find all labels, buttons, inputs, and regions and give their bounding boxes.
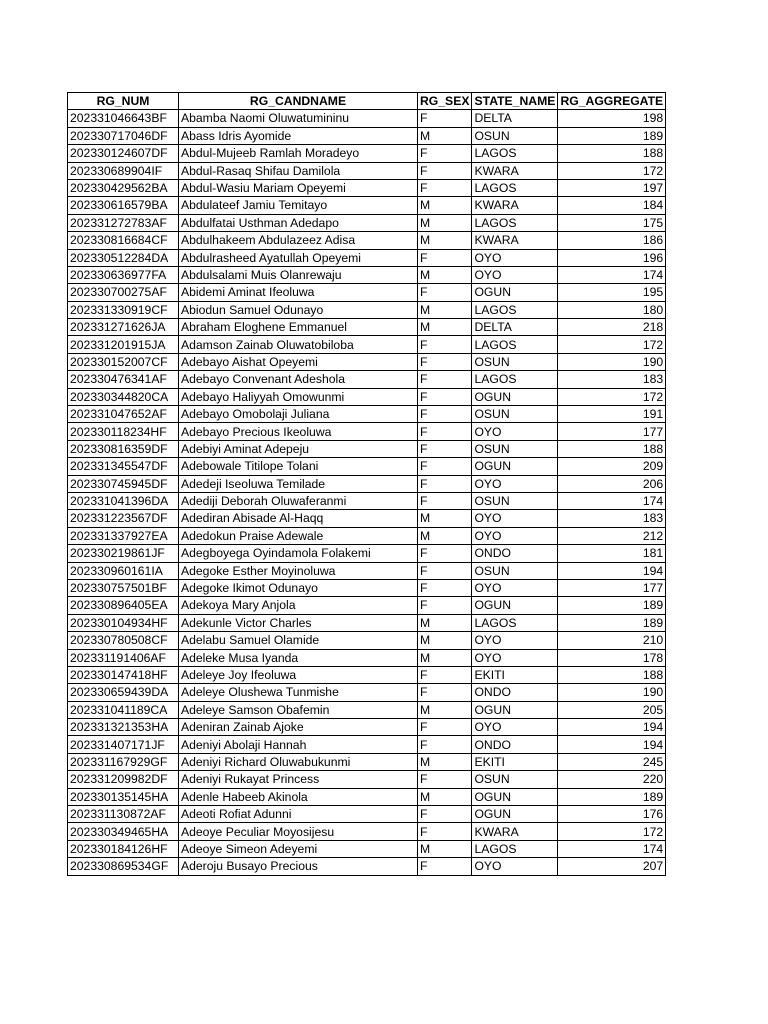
rg-num-cell: 202330135145HA: [68, 788, 179, 805]
state-name-cell: KWARA: [472, 162, 558, 179]
sex-cell: F: [418, 388, 472, 405]
aggregate-cell: 218: [558, 319, 666, 336]
table-row: [68, 701, 666, 718]
state-name-cell: LAGOS: [472, 614, 558, 631]
aggregate-cell: 172: [558, 162, 666, 179]
rg-num-cell: 202331407171JF: [68, 736, 179, 753]
state-name-cell: OGUN: [472, 458, 558, 475]
candidate-name-cell: Adegboyega Oyindamola Folakemi: [179, 545, 418, 562]
table-row: [68, 232, 666, 249]
table-row: [68, 284, 666, 301]
state-name-cell: LAGOS: [472, 145, 558, 162]
candidate-name-cell: Adekunle Victor Charles: [179, 614, 418, 631]
sex-cell: M: [418, 788, 472, 805]
table-row: [68, 458, 666, 475]
table-row: [68, 388, 666, 405]
table-row: [68, 753, 666, 770]
table-row: [68, 684, 666, 701]
state-name-cell: OGUN: [472, 284, 558, 301]
aggregate-cell: 172: [558, 823, 666, 840]
sex-cell: F: [418, 823, 472, 840]
sex-cell: F: [418, 162, 472, 179]
rg-num-cell: 202331201915JA: [68, 336, 179, 353]
table-row: [68, 214, 666, 231]
sex-cell: M: [418, 701, 472, 718]
state-name-cell: ONDO: [472, 736, 558, 753]
candidate-name-cell: Abraham Eloghene Emmanuel: [179, 319, 418, 336]
rg-num-cell: 202330147418HF: [68, 666, 179, 683]
sex-cell: F: [418, 858, 472, 875]
header-rg-sex: RG_SEX: [418, 93, 472, 110]
table-row: [68, 423, 666, 440]
table-row: [68, 562, 666, 579]
state-name-cell: LAGOS: [472, 214, 558, 231]
sex-cell: M: [418, 632, 472, 649]
candidate-name-cell: Adebayo Omobolaji Juliana: [179, 406, 418, 423]
rg-num-cell: 202331223567DF: [68, 510, 179, 527]
rg-num-cell: 202330689904IF: [68, 162, 179, 179]
header-rg-candname: RG_CANDNAME: [179, 93, 418, 110]
table-row: [68, 649, 666, 666]
header-state-name: STATE_NAME: [472, 93, 558, 110]
sex-cell: F: [418, 545, 472, 562]
state-name-cell: OYO: [472, 632, 558, 649]
state-name-cell: OYO: [472, 475, 558, 492]
candidate-name-cell: Abdulrasheed Ayatullah Opeyemi: [179, 249, 418, 266]
rg-num-cell: 202331321353HA: [68, 719, 179, 736]
state-name-cell: OSUN: [472, 440, 558, 457]
candidate-name-cell: Adebiyi Aminat Adepeju: [179, 440, 418, 457]
candidate-name-cell: Abdul-Rasaq Shifau Damilola: [179, 162, 418, 179]
sex-cell: F: [418, 719, 472, 736]
rg-num-cell: 202330816684CF: [68, 232, 179, 249]
table-row: [68, 545, 666, 562]
aggregate-cell: 186: [558, 232, 666, 249]
aggregate-cell: 207: [558, 858, 666, 875]
state-name-cell: DELTA: [472, 319, 558, 336]
aggregate-cell: 174: [558, 492, 666, 509]
candidate-name-cell: Adamson Zainab Oluwatobiloba: [179, 336, 418, 353]
sex-cell: F: [418, 666, 472, 683]
table-row: [68, 823, 666, 840]
candidate-name-cell: Adeoye Simeon Adeyemi: [179, 840, 418, 857]
sex-cell: F: [418, 806, 472, 823]
candidate-name-cell: Abamba Naomi Oluwatumininu: [179, 110, 418, 127]
table-row: [68, 806, 666, 823]
candidate-name-cell: Adeleye Joy Ifeoluwa: [179, 666, 418, 683]
candidate-name-cell: Adekoya Mary Anjola: [179, 597, 418, 614]
aggregate-cell: 174: [558, 840, 666, 857]
candidate-name-cell: Adebowale Titilope Tolani: [179, 458, 418, 475]
rg-num-cell: 202330700275AF: [68, 284, 179, 301]
rg-num-cell: 202330616579BA: [68, 197, 179, 214]
sex-cell: F: [418, 440, 472, 457]
state-name-cell: OYO: [472, 527, 558, 544]
table-row: [68, 632, 666, 649]
rg-num-cell: 202330717046DF: [68, 127, 179, 144]
candidate-name-cell: Adediji Deborah Oluwaferanmi: [179, 492, 418, 509]
state-name-cell: LAGOS: [472, 840, 558, 857]
table-row: [68, 527, 666, 544]
sex-cell: F: [418, 249, 472, 266]
sex-cell: F: [418, 336, 472, 353]
candidate-name-cell: Adelabu Samuel Olamide: [179, 632, 418, 649]
aggregate-cell: 189: [558, 614, 666, 631]
state-name-cell: EKITI: [472, 753, 558, 770]
aggregate-cell: 180: [558, 301, 666, 318]
candidate-table: [67, 92, 666, 876]
sex-cell: M: [418, 753, 472, 770]
table-row: [68, 336, 666, 353]
aggregate-cell: 189: [558, 788, 666, 805]
rg-num-cell: 202330636977FA: [68, 266, 179, 283]
table-row: [68, 475, 666, 492]
candidate-name-cell: Abdul-Wasiu Mariam Opeyemi: [179, 179, 418, 196]
aggregate-cell: 189: [558, 597, 666, 614]
candidate-name-cell: Adedokun Praise Adewale: [179, 527, 418, 544]
aggregate-cell: 181: [558, 545, 666, 562]
table-row: [68, 771, 666, 788]
rg-num-cell: 202330349465HA: [68, 823, 179, 840]
table-row: [68, 179, 666, 196]
rg-num-cell: 202330118234HF: [68, 423, 179, 440]
sex-cell: F: [418, 110, 472, 127]
sex-cell: F: [418, 562, 472, 579]
state-name-cell: OYO: [472, 649, 558, 666]
table-row: [68, 666, 666, 683]
sex-cell: F: [418, 597, 472, 614]
state-name-cell: ONDO: [472, 684, 558, 701]
table-row: [68, 719, 666, 736]
candidate-name-cell: Adeoye Peculiar Moyosijesu: [179, 823, 418, 840]
table-row: [68, 249, 666, 266]
candidate-name-cell: Abdulhakeem Abdulazeez Adisa: [179, 232, 418, 249]
aggregate-cell: 245: [558, 753, 666, 770]
rg-num-cell: 202331167929GF: [68, 753, 179, 770]
rg-num-cell: 202331047652AF: [68, 406, 179, 423]
state-name-cell: OGUN: [472, 701, 558, 718]
sex-cell: F: [418, 284, 472, 301]
table-row: [68, 371, 666, 388]
state-name-cell: KWARA: [472, 197, 558, 214]
candidate-name-cell: Abdulateef Jamiu Temitayo: [179, 197, 418, 214]
aggregate-cell: 176: [558, 806, 666, 823]
candidate-name-cell: Adebayo Aishat Opeyemi: [179, 353, 418, 370]
table-row: [68, 858, 666, 875]
candidate-name-cell: Adebayo Haliyyah Omowunmi: [179, 388, 418, 405]
table-row: [68, 440, 666, 457]
candidate-name-cell: Abiodun Samuel Odunayo: [179, 301, 418, 318]
state-name-cell: KWARA: [472, 232, 558, 249]
candidate-name-cell: Abdul-Mujeeb Ramlah Moradeyo: [179, 145, 418, 162]
rg-num-cell: 202330780508CF: [68, 632, 179, 649]
aggregate-cell: 188: [558, 440, 666, 457]
table-row: [68, 301, 666, 318]
aggregate-cell: 206: [558, 475, 666, 492]
table-row: [68, 736, 666, 753]
table-row: [68, 162, 666, 179]
state-name-cell: OGUN: [472, 388, 558, 405]
candidate-name-cell: Adegoke Esther Moyinoluwa: [179, 562, 418, 579]
aggregate-cell: 188: [558, 666, 666, 683]
table-row: [68, 510, 666, 527]
rg-num-cell: 202330512284DA: [68, 249, 179, 266]
table-row: [68, 319, 666, 336]
sex-cell: F: [418, 406, 472, 423]
aggregate-cell: 198: [558, 110, 666, 127]
state-name-cell: OSUN: [472, 771, 558, 788]
state-name-cell: OSUN: [472, 353, 558, 370]
header-row: [68, 93, 666, 110]
candidate-name-cell: Aderoju Busayo Precious: [179, 858, 418, 875]
candidate-name-cell: Adeniyi Rukayat Princess: [179, 771, 418, 788]
aggregate-cell: 188: [558, 145, 666, 162]
state-name-cell: KWARA: [472, 823, 558, 840]
header-rg-aggregate: RG_AGGREGATE: [558, 93, 666, 110]
candidate-name-cell: Abass Idris Ayomide: [179, 127, 418, 144]
candidate-name-cell: Adenle Habeeb Akinola: [179, 788, 418, 805]
aggregate-cell: 174: [558, 266, 666, 283]
candidate-name-cell: Abdulsalami Muis Olanrewaju: [179, 266, 418, 283]
sex-cell: M: [418, 614, 472, 631]
rg-num-cell: 202330184126HF: [68, 840, 179, 857]
sex-cell: F: [418, 145, 472, 162]
aggregate-cell: 209: [558, 458, 666, 475]
rg-num-cell: 202331191406AF: [68, 649, 179, 666]
sex-cell: M: [418, 649, 472, 666]
rg-num-cell: 202330960161IA: [68, 562, 179, 579]
state-name-cell: OGUN: [472, 597, 558, 614]
table-row: [68, 197, 666, 214]
sex-cell: F: [418, 771, 472, 788]
candidate-name-cell: Adeleye Samson Obafemin: [179, 701, 418, 718]
sex-cell: M: [418, 510, 472, 527]
table-row: [68, 266, 666, 283]
state-name-cell: OGUN: [472, 788, 558, 805]
rg-num-cell: 202330219861JF: [68, 545, 179, 562]
sex-cell: F: [418, 684, 472, 701]
aggregate-cell: 194: [558, 562, 666, 579]
aggregate-cell: 194: [558, 719, 666, 736]
rg-num-cell: 202331130872AF: [68, 806, 179, 823]
aggregate-cell: 210: [558, 632, 666, 649]
table-row: [68, 579, 666, 596]
sex-cell: F: [418, 579, 472, 596]
state-name-cell: DELTA: [472, 110, 558, 127]
candidate-name-cell: Adeniran Zainab Ajoke: [179, 719, 418, 736]
aggregate-cell: 175: [558, 214, 666, 231]
sex-cell: F: [418, 423, 472, 440]
rg-num-cell: 202331337927EA: [68, 527, 179, 544]
rg-num-cell: 202330659439DA: [68, 684, 179, 701]
table-row: [68, 127, 666, 144]
aggregate-cell: 177: [558, 579, 666, 596]
sex-cell: F: [418, 492, 472, 509]
rg-num-cell: 202330816359DF: [68, 440, 179, 457]
header-rg-num: RG_NUM: [68, 93, 179, 110]
table-row: [68, 406, 666, 423]
sex-cell: F: [418, 475, 472, 492]
sex-cell: F: [418, 371, 472, 388]
rg-num-cell: 202330745945DF: [68, 475, 179, 492]
sex-cell: M: [418, 527, 472, 544]
candidate-name-cell: Adebayo Precious Ikeoluwa: [179, 423, 418, 440]
aggregate-cell: 183: [558, 510, 666, 527]
state-name-cell: OSUN: [472, 492, 558, 509]
rg-num-cell: 202330429562BA: [68, 179, 179, 196]
candidate-name-cell: Abidemi Aminat Ifeoluwa: [179, 284, 418, 301]
candidate-name-cell: Adebayo Convenant Adeshola: [179, 371, 418, 388]
state-name-cell: OYO: [472, 249, 558, 266]
sex-cell: M: [418, 840, 472, 857]
aggregate-cell: 191: [558, 406, 666, 423]
aggregate-cell: 212: [558, 527, 666, 544]
candidate-name-cell: Adeleye Olushewa Tunmishe: [179, 684, 418, 701]
table-row: [68, 614, 666, 631]
table-row: [68, 597, 666, 614]
aggregate-cell: 189: [558, 127, 666, 144]
table-row: [68, 840, 666, 857]
candidate-name-cell: Adeniyi Abolaji Hannah: [179, 736, 418, 753]
state-name-cell: OYO: [472, 579, 558, 596]
sex-cell: F: [418, 179, 472, 196]
candidate-name-cell: Abdulfatai Usthman Adedapo: [179, 214, 418, 231]
sex-cell: M: [418, 197, 472, 214]
aggregate-cell: 177: [558, 423, 666, 440]
rg-num-cell: 202330476341AF: [68, 371, 179, 388]
rg-num-cell: 202330124607DF: [68, 145, 179, 162]
aggregate-cell: 184: [558, 197, 666, 214]
sex-cell: F: [418, 458, 472, 475]
state-name-cell: LAGOS: [472, 371, 558, 388]
aggregate-cell: 172: [558, 336, 666, 353]
sex-cell: M: [418, 127, 472, 144]
aggregate-cell: 172: [558, 388, 666, 405]
rg-num-cell: 202331041396DA: [68, 492, 179, 509]
aggregate-cell: 194: [558, 736, 666, 753]
rg-num-cell: 202330152007CF: [68, 353, 179, 370]
state-name-cell: OYO: [472, 510, 558, 527]
rg-num-cell: 202331330919CF: [68, 301, 179, 318]
candidate-name-cell: Adeoti Rofiat Adunni: [179, 806, 418, 823]
rg-num-cell: 202331046643BF: [68, 110, 179, 127]
candidate-name-cell: Adeniyi Richard Oluwabukunmi: [179, 753, 418, 770]
table-row: [68, 492, 666, 509]
sex-cell: M: [418, 266, 472, 283]
table-row: [68, 145, 666, 162]
state-name-cell: LAGOS: [472, 301, 558, 318]
rg-num-cell: 202330104934HF: [68, 614, 179, 631]
state-name-cell: ONDO: [472, 545, 558, 562]
state-name-cell: OYO: [472, 423, 558, 440]
state-name-cell: OYO: [472, 719, 558, 736]
sex-cell: M: [418, 232, 472, 249]
sex-cell: M: [418, 301, 472, 318]
aggregate-cell: 195: [558, 284, 666, 301]
rg-num-cell: 202330757501BF: [68, 579, 179, 596]
rg-num-cell: 202330869534GF: [68, 858, 179, 875]
state-name-cell: EKITI: [472, 666, 558, 683]
table-row: [68, 353, 666, 370]
candidate-name-cell: Adediran Abisade Al-Haqq: [179, 510, 418, 527]
aggregate-cell: 197: [558, 179, 666, 196]
aggregate-cell: 183: [558, 371, 666, 388]
state-name-cell: OGUN: [472, 806, 558, 823]
rg-num-cell: 202331041189CA: [68, 701, 179, 718]
rg-num-cell: 202331271626JA: [68, 319, 179, 336]
table-row: [68, 110, 666, 127]
candidate-name-cell: Adedeji Iseoluwa Temilade: [179, 475, 418, 492]
state-name-cell: LAGOS: [472, 179, 558, 196]
state-name-cell: LAGOS: [472, 336, 558, 353]
aggregate-cell: 220: [558, 771, 666, 788]
state-name-cell: OSUN: [472, 127, 558, 144]
sex-cell: F: [418, 353, 472, 370]
aggregate-cell: 196: [558, 249, 666, 266]
aggregate-cell: 190: [558, 353, 666, 370]
rg-num-cell: 202331209982DF: [68, 771, 179, 788]
candidate-name-cell: Adegoke Ikimot Odunayo: [179, 579, 418, 596]
state-name-cell: OSUN: [472, 406, 558, 423]
table-body: [68, 110, 666, 875]
candidate-name-cell: Adeleke Musa Iyanda: [179, 649, 418, 666]
table-row: [68, 788, 666, 805]
rg-num-cell: 202330344820CA: [68, 388, 179, 405]
sex-cell: F: [418, 736, 472, 753]
sex-cell: M: [418, 214, 472, 231]
rg-num-cell: 202331272783AF: [68, 214, 179, 231]
rg-num-cell: 202330896405EA: [68, 597, 179, 614]
rg-num-cell: 202331345547DF: [68, 458, 179, 475]
state-name-cell: OYO: [472, 266, 558, 283]
state-name-cell: OYO: [472, 858, 558, 875]
aggregate-cell: 205: [558, 701, 666, 718]
aggregate-cell: 190: [558, 684, 666, 701]
sex-cell: M: [418, 319, 472, 336]
state-name-cell: OSUN: [472, 562, 558, 579]
aggregate-cell: 178: [558, 649, 666, 666]
